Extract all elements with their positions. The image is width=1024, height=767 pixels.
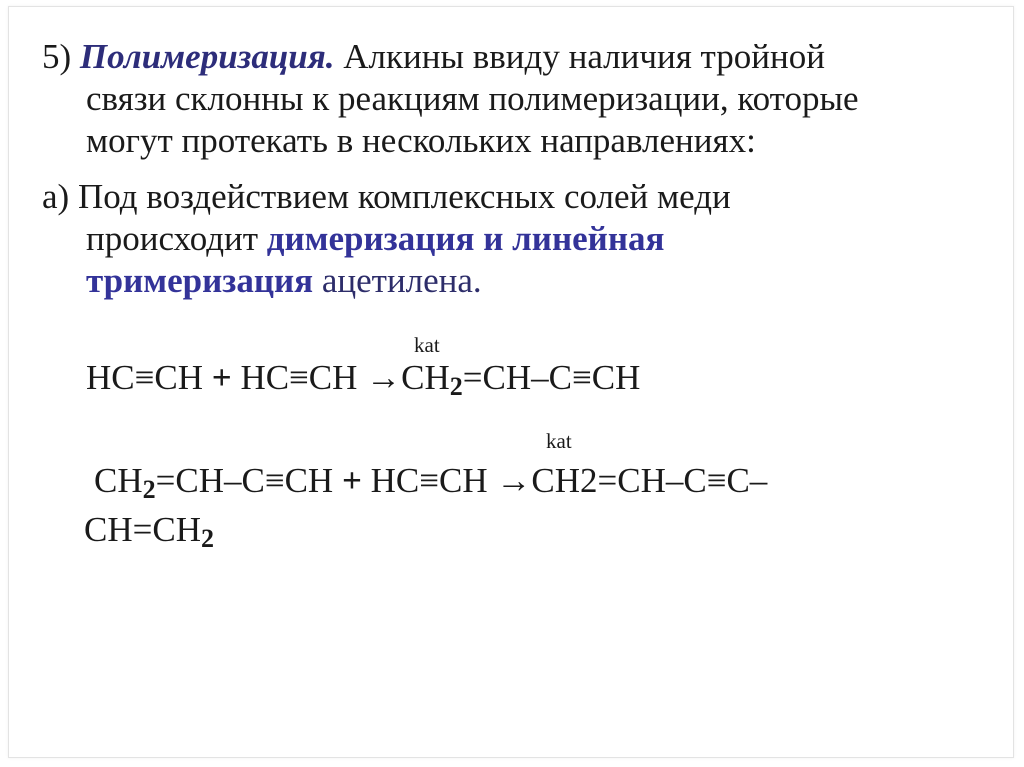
eq2-subscript1: 2 <box>142 475 156 504</box>
eq1-subscript: 2 <box>449 372 463 401</box>
item-number: 5) <box>42 37 80 76</box>
catalyst-label-1: kat <box>414 333 440 357</box>
equation-dimerization <box>86 357 640 402</box>
catalyst-label-2: kat <box>546 429 572 453</box>
eq2-line2: CH=CH <box>84 510 201 549</box>
equation-trimerization <box>94 460 767 505</box>
paragraph-line2 <box>42 218 972 260</box>
highlight-trimerization: тримеризация <box>86 261 314 300</box>
eq1-product: =CH–C≡CH <box>462 358 641 397</box>
paragraph-text-line1: Алкины ввиду наличия тройной <box>334 37 825 76</box>
eq2-part1: CH <box>94 461 143 500</box>
eq1-reactant1: HC≡CH <box>86 358 212 397</box>
paragraph-tail: ацетилена. <box>313 261 482 300</box>
eq2-subscript2: 2 <box>580 461 598 500</box>
eq2-line2-subscript: 2 <box>200 524 214 553</box>
eq2-part4: =CH–C≡C– <box>597 461 768 500</box>
polymerization-paragraph <box>42 36 972 162</box>
eq1-reactant2: HC≡CH →CH <box>231 358 450 397</box>
paragraph-text-line2: происходит <box>86 219 267 258</box>
eq2-part3: HC≡CH →CH <box>361 461 581 500</box>
paragraph-text-line3: могут протекать в нескольких направлениях: <box>86 121 756 160</box>
equation-trimerization-continuation <box>84 509 214 554</box>
highlight-dimerization: димеризация и линейная <box>266 219 665 258</box>
paragraph-line3 <box>42 260 972 302</box>
paragraph-text-line1: Под воздействием комплексных солей меди <box>77 177 731 216</box>
eq1-plus: + <box>211 358 232 397</box>
dimerization-paragraph <box>42 176 972 302</box>
item-marker: а) <box>42 177 78 216</box>
paragraph-text-line2: связи склонны к реакциям полимеризации, которые <box>86 79 859 118</box>
eq2-part2: =CH–C≡CH <box>155 461 342 500</box>
eq2-plus: + <box>341 461 362 500</box>
section-heading: Полимеризация. <box>79 37 335 76</box>
